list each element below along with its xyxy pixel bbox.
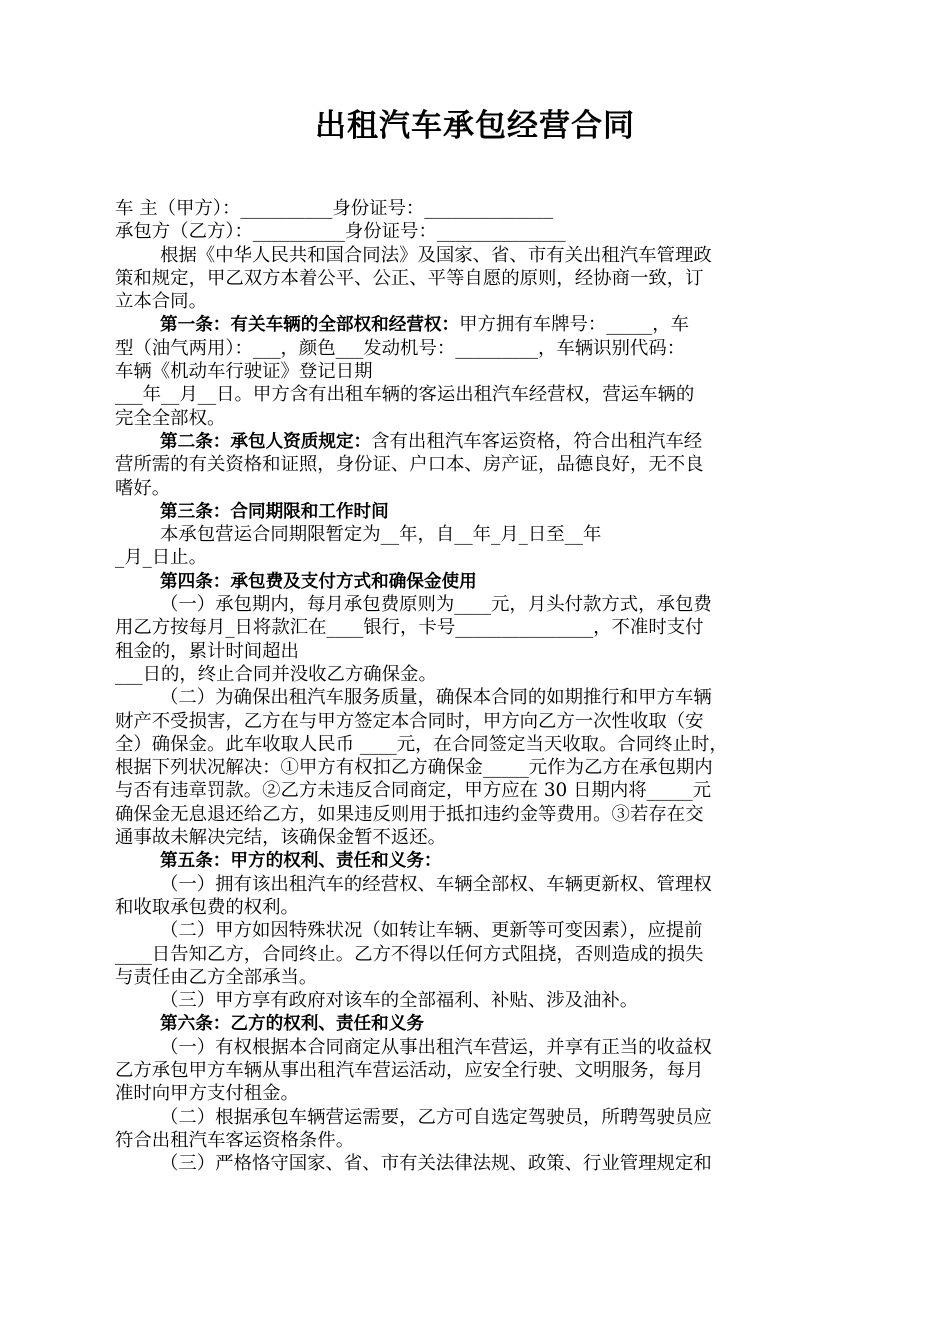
line-text: 承包方（乙方）：__________身份证号：______________ — [115, 221, 566, 243]
line-text: 与否有违章罚款。②乙方未违反合同商定，甲方应在 30 日期内将_____元 — [115, 780, 712, 802]
document-line — [115, 989, 837, 1012]
line-text: 和收取承包费的权利。 — [115, 896, 299, 918]
document-line — [115, 943, 837, 966]
document-line — [115, 919, 837, 942]
document-line — [115, 1012, 837, 1035]
document-line — [115, 640, 837, 663]
document-line — [115, 290, 837, 313]
document-line — [115, 826, 837, 849]
document-line — [115, 710, 837, 733]
document-line — [115, 1129, 837, 1152]
heading-text: 第三条：合同期限和工作时间 — [160, 501, 389, 522]
document-line — [115, 779, 837, 802]
line-text: 营所需的有关资格和证照，身份证、户口本、房产证，品德良好，无不良 — [115, 454, 704, 476]
document-line — [115, 663, 837, 686]
document-line — [115, 546, 837, 569]
line-text: 车辆《机动车行驶证》登记日期 — [115, 361, 373, 383]
clause-text: 甲方拥有车牌号：_____，车 — [459, 314, 689, 336]
document-line — [115, 1036, 837, 1059]
document-line — [115, 756, 837, 779]
line-text: 根据《中华人民共和国合同法》及国家、省、市有关出租汽车管理政 — [160, 244, 712, 266]
clause-text: 含有出租汽车客运资格，符合出租汽车经 — [371, 430, 703, 452]
document-line — [115, 873, 837, 896]
heading-text: 第六条：乙方的权利、责任和义务 — [160, 1014, 424, 1035]
line-text: 租金的，累计时间超出 — [115, 640, 299, 662]
document-line — [115, 896, 837, 919]
document-line — [115, 197, 837, 220]
line-text: _月_日止。 — [115, 547, 207, 569]
document-line — [115, 360, 837, 383]
document-line — [115, 593, 837, 616]
line-text: （二）为确保出租汽车服务质量，确保本合同的如期推行和甲方车辆 — [160, 687, 712, 709]
line-text: 嗜好。 — [115, 477, 171, 499]
line-text: 型（油气两用）：___，颜色___发动机号：_________，车辆识别代码： — [115, 337, 686, 359]
line-text: 财产不受损害，乙方在与甲方签定本合同时，甲方向乙方一次性收取（安 — [115, 710, 704, 732]
document-line — [115, 803, 837, 826]
line-text: ___日的，终止合同并没收乙方确保金。 — [115, 663, 437, 685]
line-text: （二）甲方如因特殊状况（如转让车辆、更新等可变因素），应提前 — [160, 920, 703, 942]
document-line — [115, 337, 837, 360]
document-line — [115, 1059, 837, 1082]
document-line — [115, 267, 837, 290]
line-text: 乙方承包甲方车辆从事出租汽车营运活动，应安全行驶、文明服务，每月 — [115, 1059, 704, 1081]
line-text: （一）有权根据本合同商定从事出租汽车营运，并享有正当的收益权 — [160, 1036, 712, 1058]
document-line — [115, 523, 837, 546]
document-line — [115, 383, 837, 406]
document-line — [115, 407, 837, 430]
line-text: 完全全部权。 — [115, 407, 226, 429]
line-text: 全）确保金。此车收取人民币 ____元，在合同签定当天收取。合同终止时， — [115, 733, 728, 755]
document-line — [115, 849, 837, 872]
document-line — [115, 966, 837, 989]
line-text: ____日告知乙方，合同终止。乙方不得以任何方式阻挠，否则造成的损失 — [115, 943, 704, 965]
document-line — [115, 733, 837, 756]
line-text: （一）承包期内，每月承包费原则为____元，月头付款方式，承包费 — [160, 594, 712, 616]
document-title: 出租汽车承包经营合同 — [315, 108, 635, 144]
line-text: 本承包营运合同期限暂定为__年，自__年_月_日至__年 — [160, 524, 602, 546]
line-text: 符合出租汽车客运资格条件。 — [115, 1129, 355, 1151]
line-text: （一）拥有该出租汽车的经营权、车辆全部权、车辆更新权、管理权 — [160, 873, 712, 895]
document-line — [115, 686, 837, 709]
document-line — [115, 1082, 837, 1105]
document-line — [115, 477, 837, 500]
document-line — [115, 313, 837, 336]
line-text: 车 主（甲方）：__________身份证号：______________ — [115, 198, 554, 219]
document-line — [115, 1106, 837, 1129]
line-text: 策和规定，甲乙双方本着公平、公正、平等自愿的原则，经协商一致，订 — [115, 267, 704, 289]
line-text: （二）根据承包车辆营运需要，乙方可自选定驾驶员，所聘驾驶员应 — [160, 1106, 712, 1128]
document-line — [115, 430, 837, 453]
line-text: 通事故未解决完结，该确保金暂不返还。 — [115, 827, 447, 849]
heading-text: 第四条：承包费及支付方式和确保金使用 — [160, 571, 477, 592]
line-text: 根据下列状况解决：①甲方有权扣乙方确保金_____元作为乙方在承包期内 — [115, 757, 713, 779]
line-text: ___年__月__日。甲方含有出租车辆的客运出租汽车经营权，营运车辆的 — [115, 384, 695, 406]
clause-heading: 第二条：承包人资质规定： — [160, 431, 372, 452]
line-text: 确保金无息退还给乙方，如果违反则用于抵扣违约金等费用。③若存在交 — [115, 803, 704, 825]
clause-heading: 第一条：有关车辆的全部权和经营权： — [160, 315, 460, 336]
document-line — [115, 244, 837, 267]
line-text: 用乙方按每月_日将款汇在____银行，卡号_______________，不准时支付 — [115, 617, 704, 639]
document-line — [115, 453, 837, 476]
heading-text: 第五条：甲方的权利、责任和义务： — [160, 851, 442, 872]
document-line — [115, 616, 837, 639]
line-text: （三）甲方享有政府对该车的全部福利、补贴、涉及油补。 — [160, 990, 639, 1012]
line-text: 准时向甲方支付租金。 — [115, 1083, 299, 1105]
line-text: 立本合同。 — [115, 291, 207, 313]
document-line — [115, 570, 837, 593]
line-text: 与责任由乙方全部承当。 — [115, 966, 318, 988]
document-line — [115, 1152, 837, 1175]
document-line — [115, 500, 837, 523]
document-line — [115, 220, 837, 243]
line-text: （三）严格恪守国家、省、市有关法律法规、政策、行业管理规定和 — [160, 1153, 712, 1175]
document-body — [115, 197, 837, 1175]
